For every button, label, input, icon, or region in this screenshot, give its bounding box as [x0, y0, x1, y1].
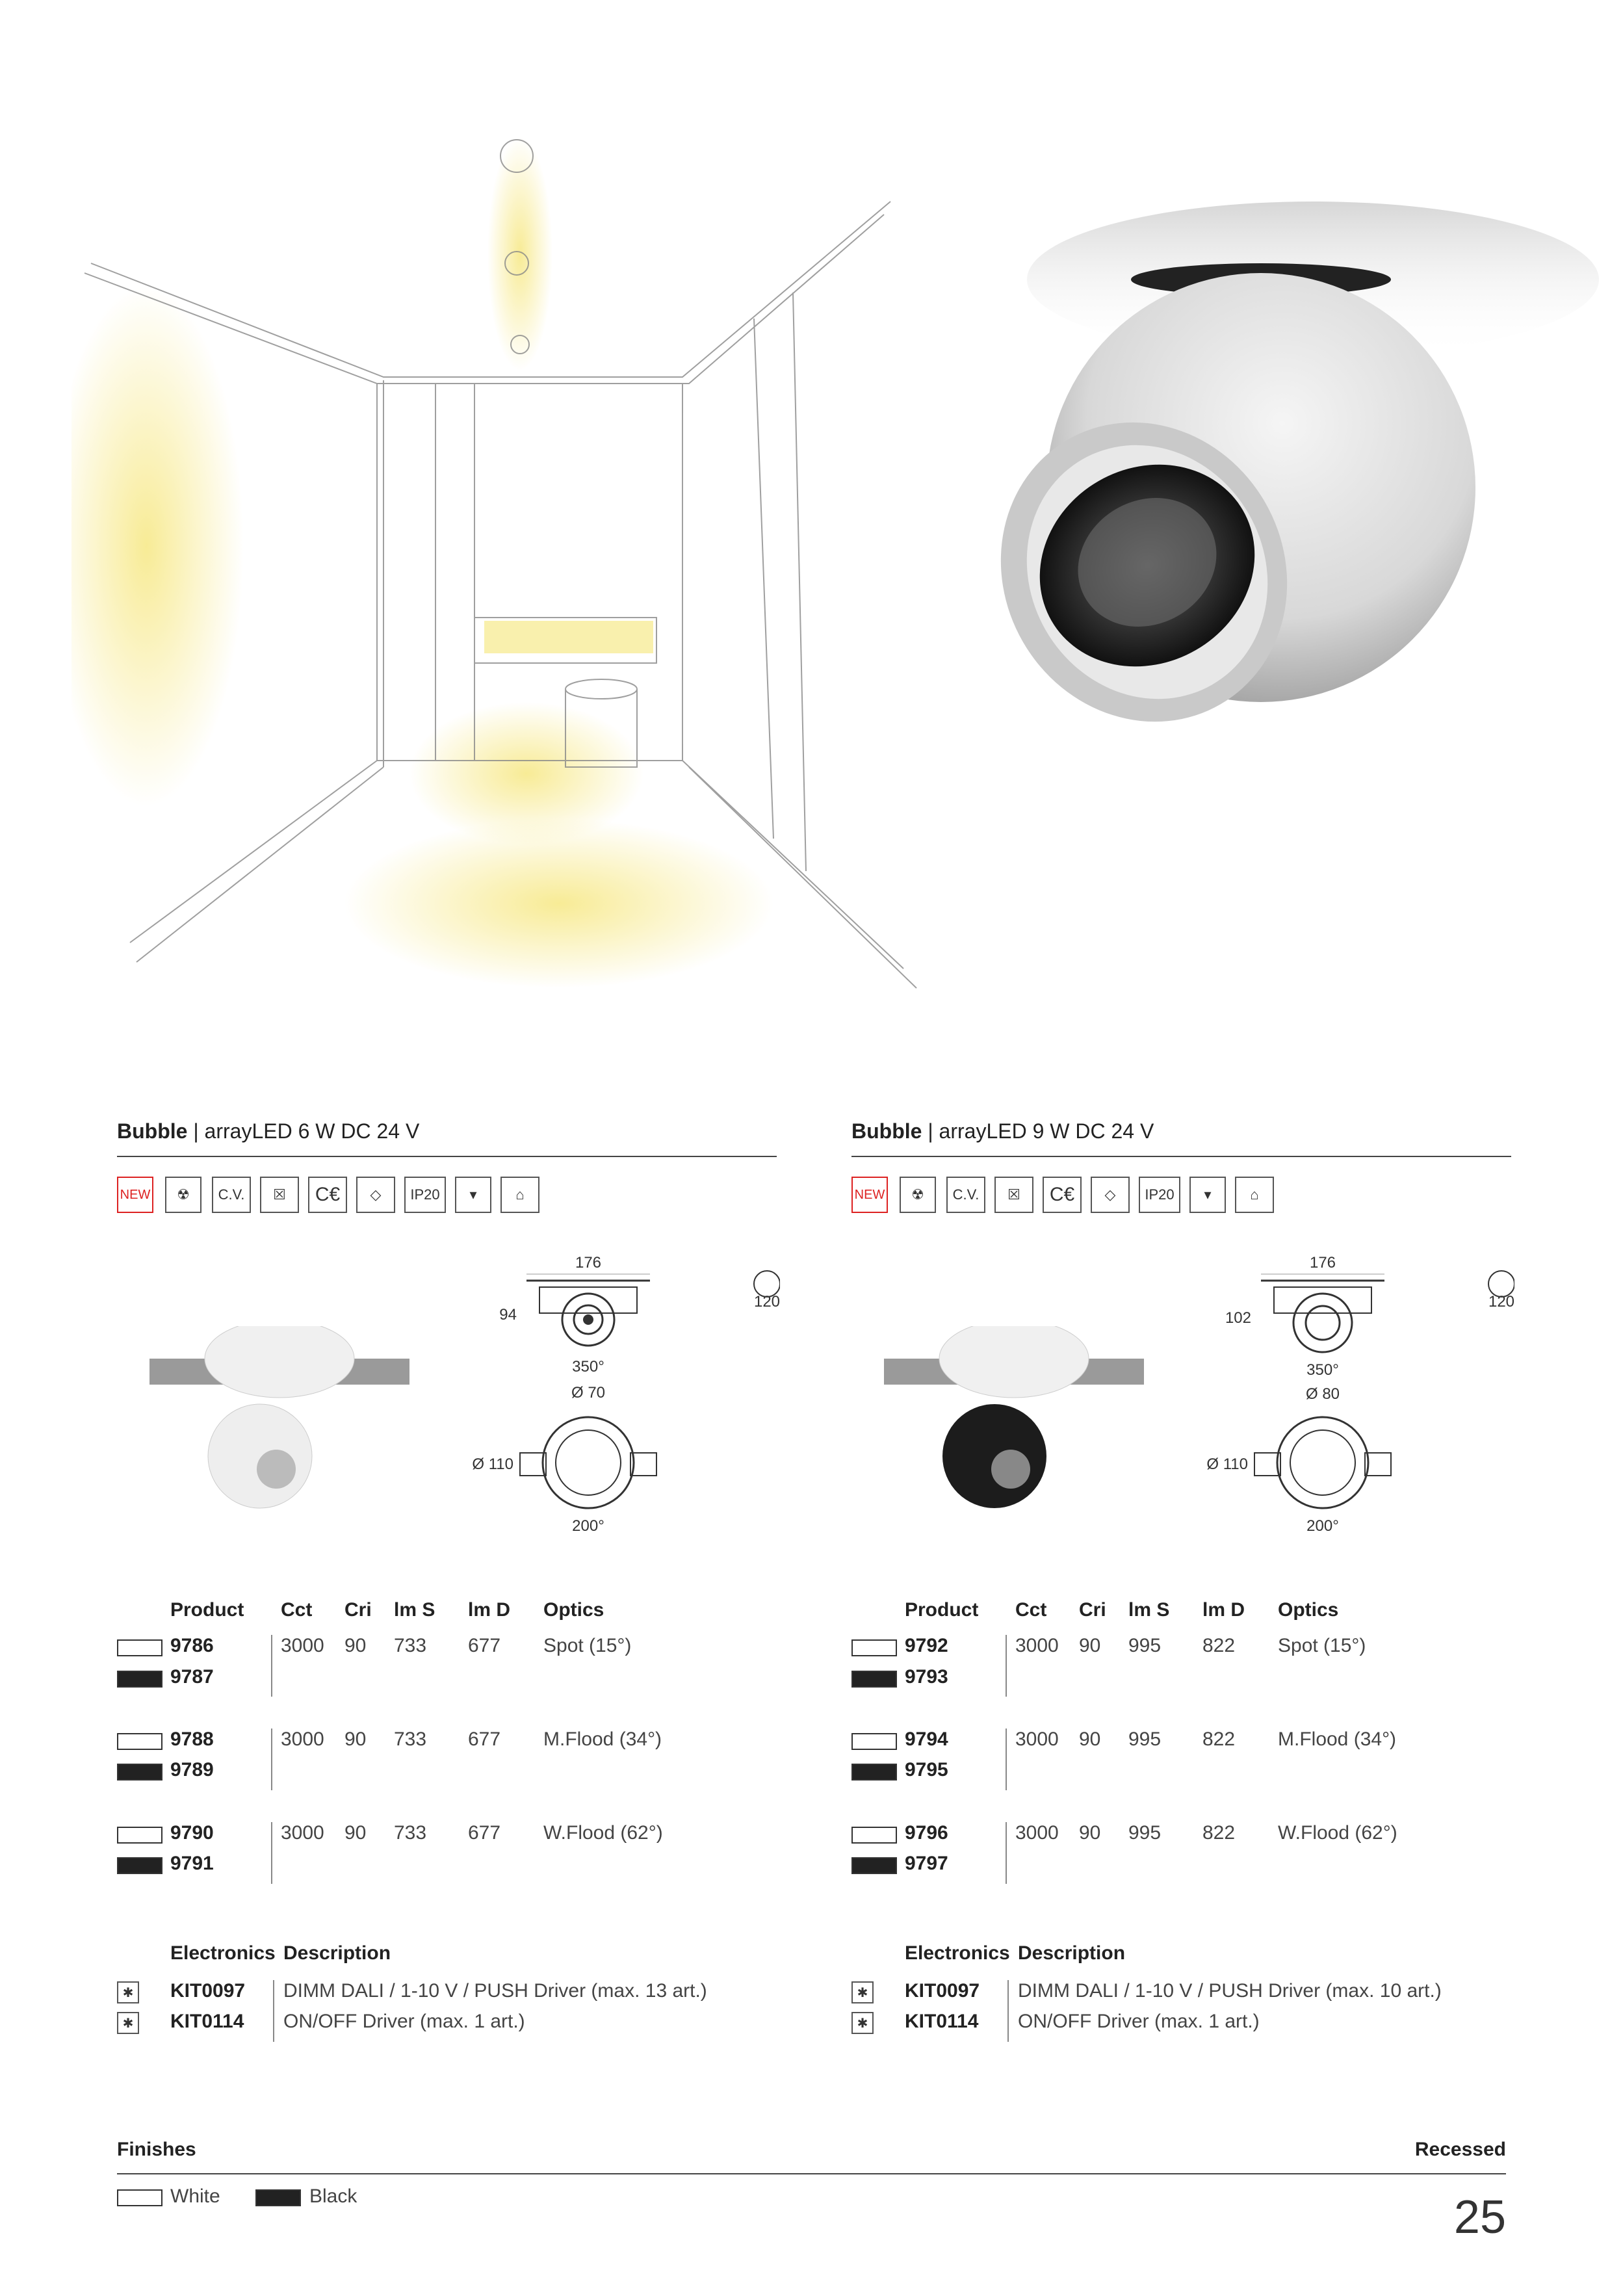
- interior-sketch-illustration: [71, 124, 936, 1047]
- product-image-white: [149, 1326, 409, 1521]
- recessed-icon: ▾: [455, 1177, 491, 1213]
- svg-text:350°: 350°: [1306, 1361, 1339, 1379]
- lmd-value: 822: [1202, 1822, 1236, 1844]
- cct-value: 3000: [281, 1822, 324, 1844]
- svg-text:120: 120: [1488, 1293, 1514, 1311]
- driver-icon: ✱: [851, 2012, 874, 2034]
- svg-text:Ø 70: Ø 70: [571, 1384, 606, 1402]
- page-number: 25: [1453, 2191, 1506, 2243]
- lms-value: 995: [1128, 1822, 1162, 1844]
- svg-text:120: 120: [753, 1293, 780, 1311]
- ceiling-mount-icon: ⌂: [500, 1177, 539, 1213]
- header-description: Description: [1018, 1942, 1126, 1964]
- black-swatch: [117, 1764, 162, 1781]
- cv-icon: C.V.: [946, 1177, 985, 1213]
- technical-drawing: [468, 1248, 780, 1573]
- cv-icon: C.V.: [212, 1177, 251, 1213]
- black-swatch: [255, 2189, 301, 2206]
- header-product: Product: [170, 1599, 244, 1621]
- driver-icon: ✱: [851, 1981, 874, 2003]
- lms-value: 733: [394, 1822, 427, 1844]
- black-swatch: [851, 1671, 897, 1688]
- svg-text:102: 102: [1225, 1309, 1251, 1327]
- svg-text:200°: 200°: [572, 1517, 604, 1535]
- recessed-icon: ▾: [1189, 1177, 1226, 1213]
- finish-white: White: [170, 2185, 220, 2207]
- white-swatch: [117, 1733, 162, 1750]
- cri-value: 90: [344, 1729, 367, 1750]
- white-swatch: [117, 1827, 162, 1844]
- svg-text:350°: 350°: [572, 1358, 604, 1376]
- white-swatch: [117, 1639, 162, 1656]
- product-code: 9796: [905, 1822, 948, 1844]
- driver-icon: ✱: [117, 1981, 139, 2003]
- bubble-product-photo: [949, 189, 1599, 813]
- row-divider: [273, 1980, 274, 2042]
- header-cct: Cct: [1015, 1599, 1047, 1621]
- cri-value: 90: [344, 1635, 367, 1656]
- white-swatch: [117, 2189, 162, 2206]
- white-swatch: [851, 1639, 897, 1656]
- header-lms: lm S: [1128, 1599, 1170, 1621]
- lms-value: 995: [1128, 1729, 1162, 1750]
- product-image-black: [884, 1326, 1144, 1521]
- row-divider: [271, 1729, 272, 1790]
- ce-mark-icon: C€: [1043, 1177, 1082, 1213]
- lms-value: 733: [394, 1729, 427, 1750]
- ceiling-mount-icon: ⌂: [1235, 1177, 1274, 1213]
- finishes-label: Finishes: [117, 2139, 196, 2160]
- title-divider: [851, 1156, 1511, 1157]
- svg-text:176: 176: [1309, 1254, 1336, 1272]
- new-badge: NEW: [117, 1177, 153, 1213]
- header-cct: Cct: [281, 1599, 313, 1621]
- product-code: 9793: [905, 1666, 948, 1688]
- optics-value: Spot (15°): [543, 1635, 632, 1656]
- technical-drawing: [1202, 1248, 1514, 1573]
- header-lmd: lm D: [1202, 1599, 1245, 1621]
- row-divider: [1006, 1822, 1007, 1884]
- kit-description: ON/OFF Driver (max. 1 art.): [283, 2011, 525, 2032]
- lms-value: 995: [1128, 1635, 1162, 1656]
- row-divider: [271, 1635, 272, 1697]
- no-insulation-icon: ☒: [260, 1177, 299, 1213]
- driver-icon: ✱: [117, 2012, 139, 2034]
- cri-value: 90: [1079, 1822, 1101, 1844]
- row-divider: [1006, 1635, 1007, 1697]
- svg-text:Ø 110: Ø 110: [1206, 1455, 1248, 1473]
- section-title: Bubble | arrayLED 9 W DC 24 V: [851, 1119, 1154, 1143]
- product-section-6w: [117, 1105, 780, 2067]
- header-electronics: Electronics: [905, 1942, 1010, 1964]
- white-swatch: [851, 1827, 897, 1844]
- cct-value: 3000: [1015, 1635, 1059, 1656]
- new-badge: NEW: [851, 1177, 888, 1213]
- optics-value: W.Flood (62°): [1278, 1822, 1397, 1844]
- header-cri: Cri: [344, 1599, 372, 1621]
- lmd-value: 677: [468, 1635, 501, 1656]
- product-code: 9788: [170, 1729, 214, 1750]
- footer-divider: [117, 2173, 1506, 2174]
- product-code: 9786: [170, 1635, 214, 1656]
- product-code: 9792: [905, 1635, 948, 1656]
- ce-mark-icon: C€: [308, 1177, 347, 1213]
- optics-value: W.Flood (62°): [543, 1822, 663, 1844]
- header-lmd: lm D: [468, 1599, 511, 1621]
- kit-code: KIT0097: [170, 1980, 246, 2002]
- optics-value: M.Flood (34°): [1278, 1729, 1397, 1750]
- kit-description: DIMM DALI / 1-10 V / PUSH Driver (max. 10 art.): [1018, 1980, 1442, 2002]
- kit-description: ON/OFF Driver (max. 1 art.): [1018, 2011, 1260, 2032]
- kit-description: DIMM DALI / 1-10 V / PUSH Driver (max. 13 art.): [283, 1980, 707, 2002]
- driver-icon: ☢: [165, 1177, 201, 1213]
- cri-value: 90: [1079, 1635, 1101, 1656]
- product-code: 9791: [170, 1853, 214, 1874]
- svg-text:Ø 80: Ø 80: [1305, 1385, 1340, 1403]
- white-swatch: [851, 1733, 897, 1750]
- row-divider: [1006, 1729, 1007, 1790]
- category-label: Recessed: [1414, 2139, 1506, 2160]
- optics-value: M.Flood (34°): [543, 1729, 662, 1750]
- header-product: Product: [905, 1599, 979, 1621]
- cct-value: 3000: [281, 1729, 324, 1750]
- product-code: 9789: [170, 1759, 214, 1781]
- product-code: 9794: [905, 1729, 948, 1750]
- row-divider: [1007, 1980, 1009, 2042]
- lmd-value: 822: [1202, 1635, 1236, 1656]
- black-swatch: [117, 1857, 162, 1874]
- cri-value: 90: [344, 1822, 367, 1844]
- row-divider: [271, 1822, 272, 1884]
- product-section-9w: [851, 1105, 1514, 2067]
- section-title: Bubble | arrayLED 6 W DC 24 V: [117, 1119, 420, 1143]
- cri-value: 90: [1079, 1729, 1101, 1750]
- cct-value: 3000: [1015, 1729, 1059, 1750]
- kit-code: KIT0097: [905, 1980, 980, 2002]
- lmd-value: 822: [1202, 1729, 1236, 1750]
- svg-text:176: 176: [575, 1254, 602, 1272]
- svg-text:94: 94: [499, 1306, 517, 1324]
- cct-value: 3000: [281, 1635, 324, 1656]
- kit-code: KIT0114: [170, 2011, 244, 2032]
- product-code: 9787: [170, 1666, 214, 1688]
- header-description: Description: [283, 1942, 391, 1964]
- ip20-icon: IP20: [404, 1177, 446, 1213]
- header-electronics: Electronics: [170, 1942, 276, 1964]
- black-swatch: [117, 1671, 162, 1688]
- finish-black: Black: [309, 2185, 357, 2207]
- class-iii-icon: ◇: [1091, 1177, 1130, 1213]
- ip20-icon: IP20: [1139, 1177, 1180, 1213]
- optics-value: Spot (15°): [1278, 1635, 1366, 1656]
- class-iii-icon: ◇: [356, 1177, 395, 1213]
- black-swatch: [851, 1857, 897, 1874]
- no-insulation-icon: ☒: [994, 1177, 1033, 1213]
- driver-icon: ☢: [900, 1177, 936, 1213]
- product-code: 9790: [170, 1822, 214, 1844]
- product-code: 9797: [905, 1853, 948, 1874]
- header-optics: Optics: [1278, 1599, 1339, 1621]
- lmd-value: 677: [468, 1822, 501, 1844]
- black-swatch: [851, 1764, 897, 1781]
- product-code: 9795: [905, 1759, 948, 1781]
- lmd-value: 677: [468, 1729, 501, 1750]
- header-cri: Cri: [1079, 1599, 1106, 1621]
- svg-text:200°: 200°: [1306, 1517, 1339, 1535]
- header-lms: lm S: [394, 1599, 435, 1621]
- header-optics: Optics: [543, 1599, 604, 1621]
- cct-value: 3000: [1015, 1822, 1059, 1844]
- lms-value: 733: [394, 1635, 427, 1656]
- title-divider: [117, 1156, 777, 1157]
- kit-code: KIT0114: [905, 2011, 979, 2032]
- svg-text:Ø 110: Ø 110: [472, 1455, 513, 1473]
